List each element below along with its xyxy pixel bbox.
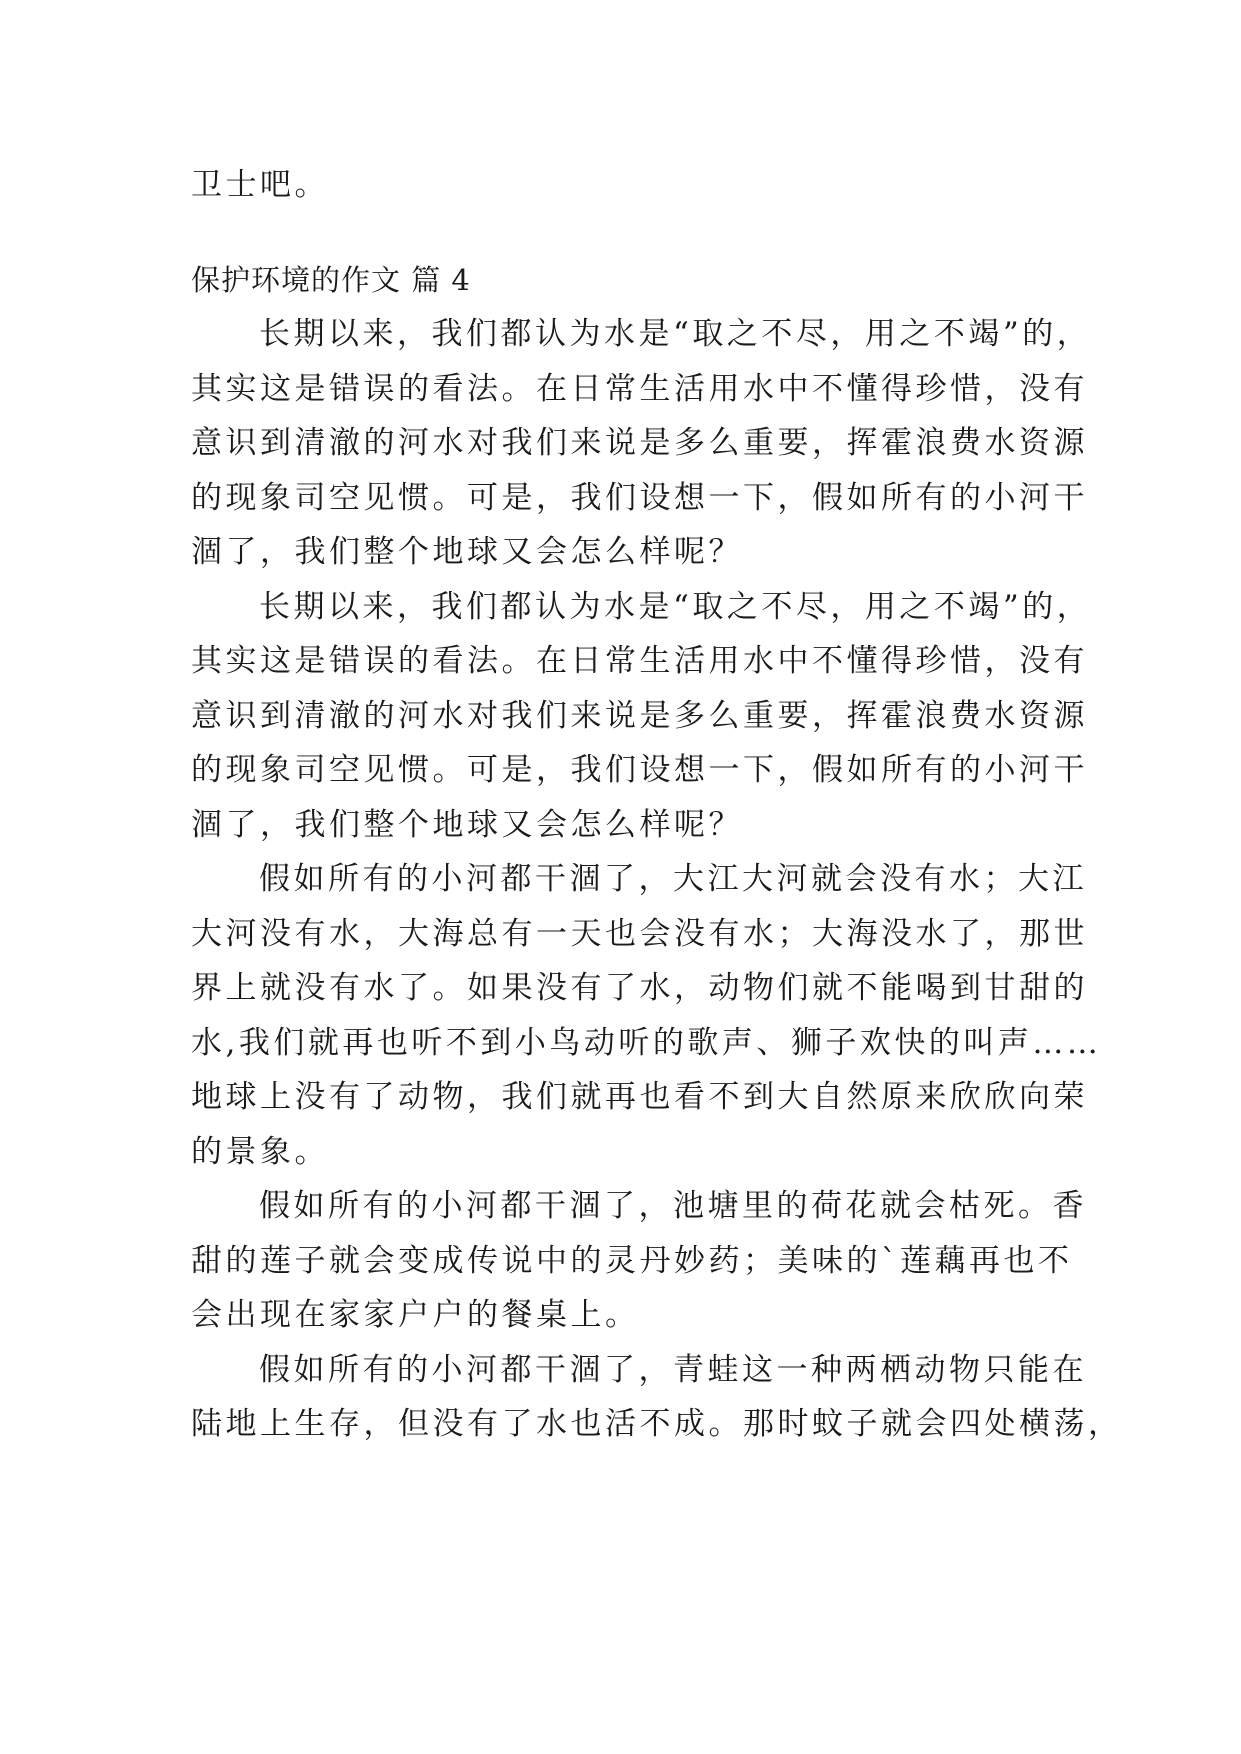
paragraph-line: 假如所有的小河都干涸了，大江大河就会没有水；大江 [259, 861, 1087, 897]
paragraph-line: 假如所有的小河都干涸了，青蛙这一种两栖动物只能在 [259, 1351, 1087, 1388]
paragraph-5 [191, 1343, 1123, 1452]
paragraph-line: 意识到清澈的河水对我们来说是多么重要，挥霍浪费水资源 [191, 425, 1088, 461]
paragraph-line: 的现象司空见惯。可是，我们设想一下，假如所有的小河干 [191, 479, 1088, 516]
paragraph-line: 甜的莲子就会变成传说中的灵丹妙药；美味的`莲藕再也不 [191, 1242, 1073, 1279]
paragraph-line: 涸了，我们整个地球又会怎么样呢？ [191, 534, 743, 570]
lead-fragment: 卫士吧。 [191, 167, 329, 203]
paragraph-line: 假如所有的小河都干涸了，池塘里的荷花就会枯死。香 [259, 1188, 1087, 1224]
paragraph-1 [191, 307, 1092, 580]
document-body [191, 158, 1123, 1452]
paragraph-line: 长期以来，我们都认为水是“取之不尽，用之不竭”的， [259, 588, 1092, 625]
paragraph-3 [191, 852, 1102, 1179]
paragraph-line: 其实这是错误的看法。在日常生活用水中不懂得珍惜，没有 [191, 643, 1088, 679]
paragraph-line: 水,我们就再也听不到小鸟动听的歌声、狮子欢快的叫声…… [191, 1024, 1102, 1061]
paragraph-line: 长期以来，我们都认为水是“取之不尽，用之不竭”的， [259, 316, 1092, 352]
paragraph-line: 意识到清澈的河水对我们来说是多么重要，挥霍浪费水资源 [191, 697, 1088, 734]
paragraph-4 [191, 1179, 1087, 1343]
section-title: 保护环境的作文 篇 4 [191, 262, 471, 297]
paragraph-line: 地球上没有了动物，我们就再也看不到大自然原来欣欣向荣 [191, 1079, 1088, 1115]
paragraph-line: 会出现在家家户户的餐桌上。 [191, 1297, 640, 1333]
paragraph-line: 涸了，我们整个地球又会怎么样呢？ [191, 806, 743, 843]
paragraph-line: 陆地上生存，但没有了水也活不成。那时蚊子就会四处横荡， [191, 1406, 1123, 1442]
paragraph-line: 的景象。 [191, 1133, 329, 1170]
paragraph-line: 界上就没有水了。如果没有了水，动物们就不能喝到甘甜的 [191, 970, 1088, 1006]
paragraph-line: 的现象司空见惯。可是，我们设想一下，假如所有的小河干 [191, 752, 1088, 788]
paragraph-line: 其实这是错误的看法。在日常生活用水中不懂得珍惜，没有 [191, 370, 1088, 407]
paragraph-2 [191, 580, 1092, 853]
paragraph-line: 大河没有水，大海总有一天也会没有水；大海没水了，那世 [191, 915, 1088, 952]
